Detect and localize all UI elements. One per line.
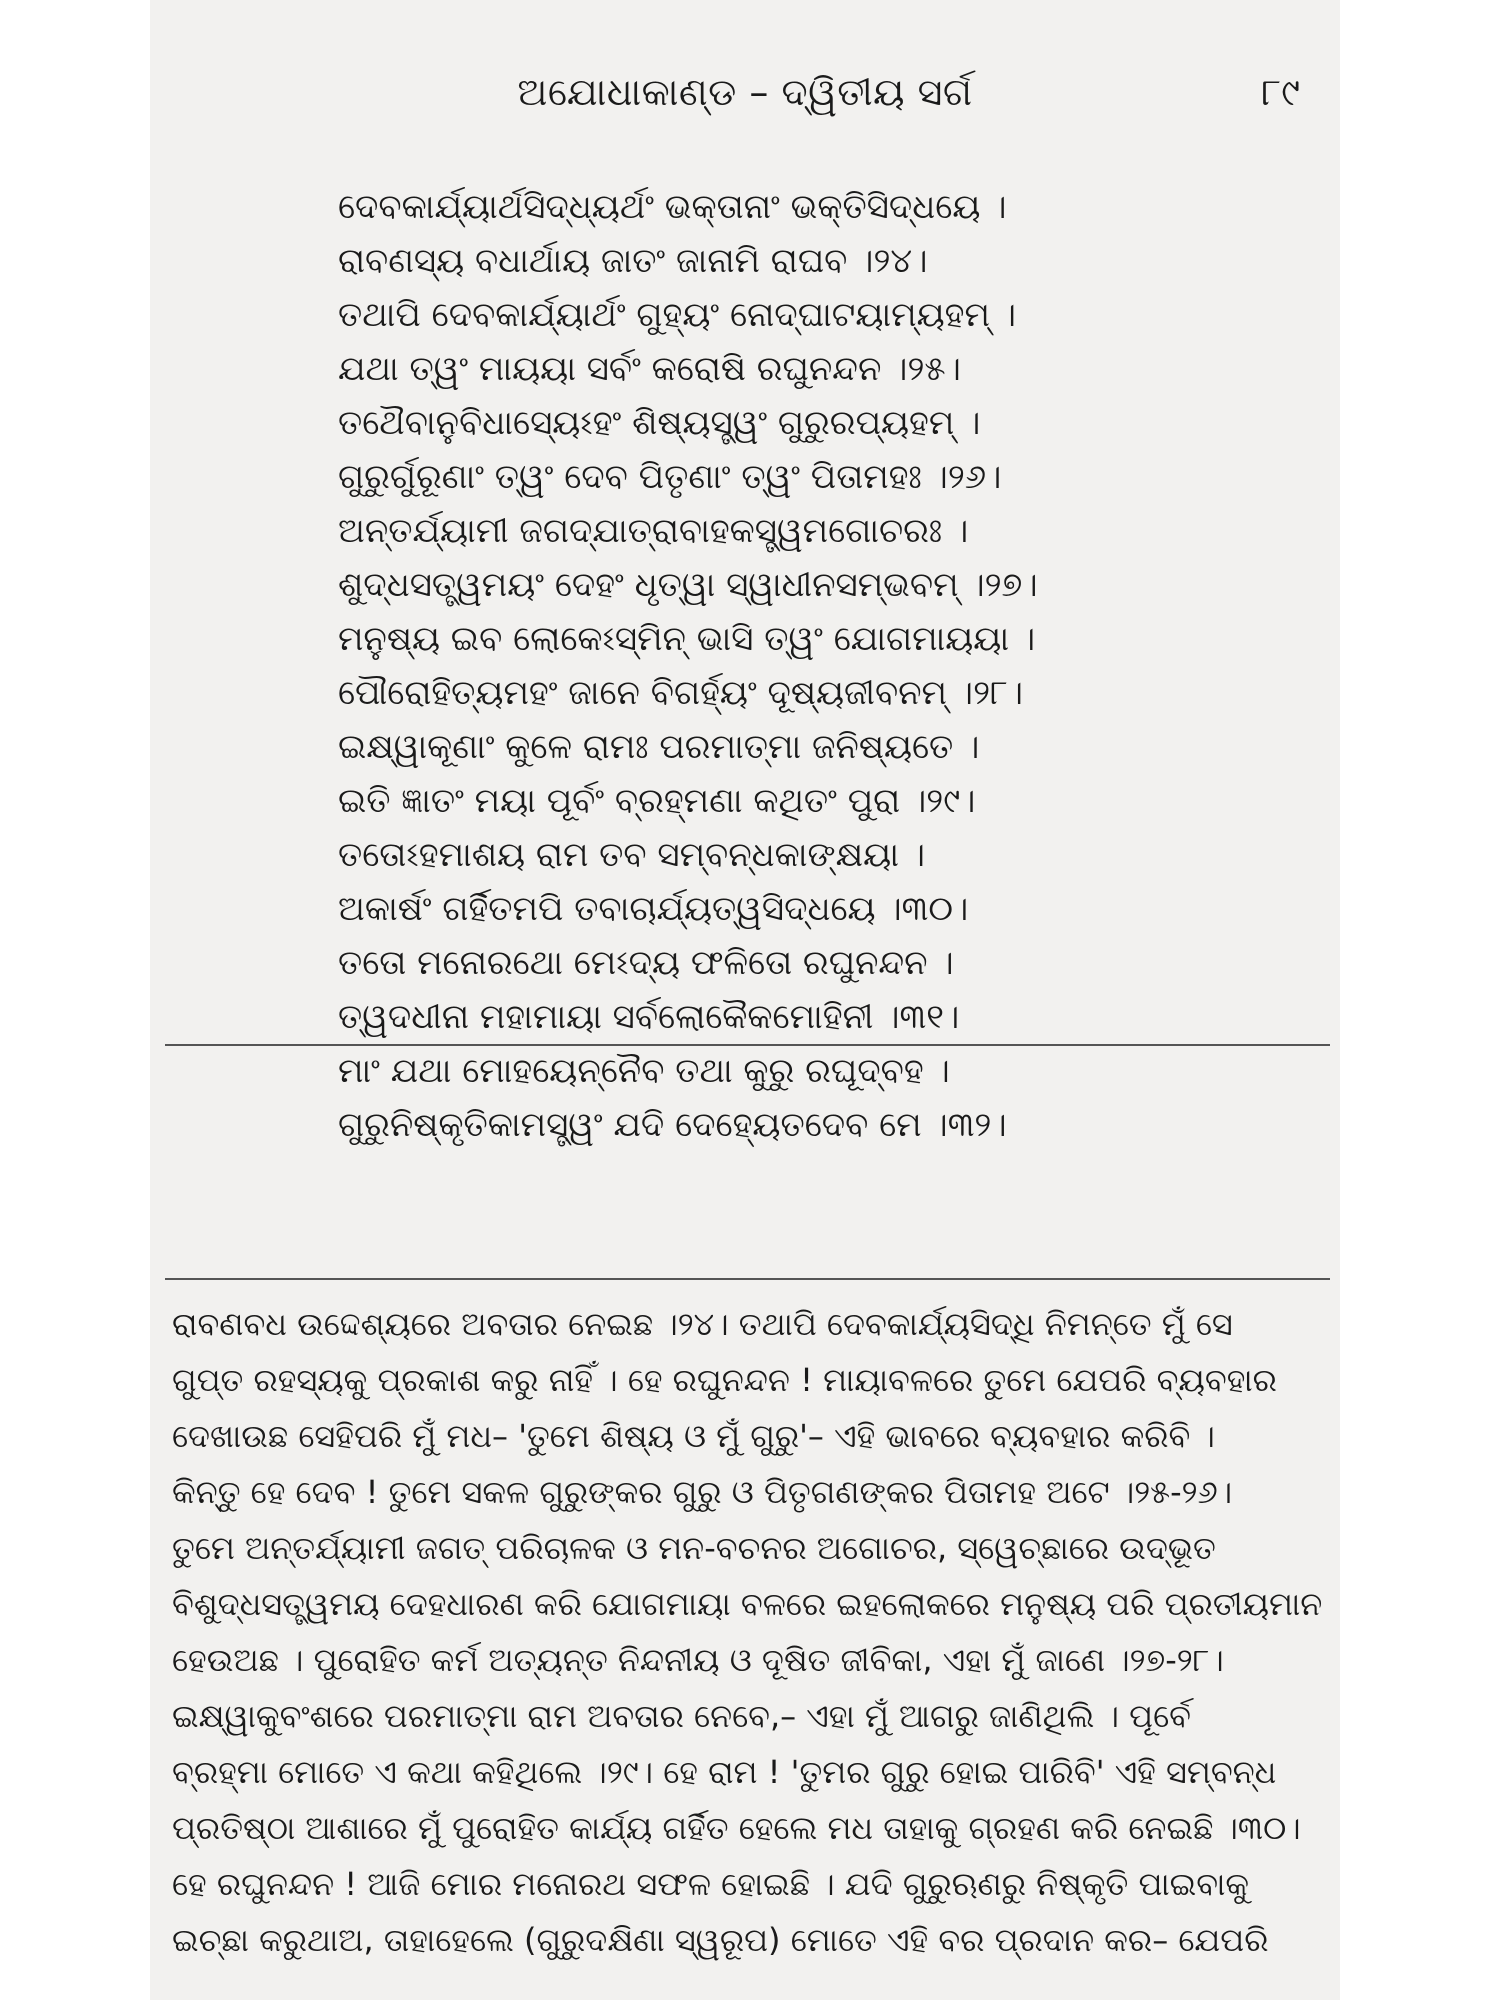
translation-line: ଦେଖାଉଛ ସେହିପରି ମୁଁ ମଧ– 'ତୁମେ ଶିଷ୍ୟ ଓ ମୁଁ ଗୁରୁ'– ଏହି ଭାବରେ ବ୍ୟବହାର କରିବି । bbox=[172, 1417, 1215, 1455]
odia-translation bbox=[172, 1296, 1322, 1968]
verse-line: ଇତି ଜ୍ଞାତଂ ମୟା ପୂର୍ବଂ ବ୍ରହ୍ମଣା କଥିତଂ ପୁରା ।୨୯। bbox=[338, 781, 976, 821]
translation-line: ରାବଣବଧ ଉଦ୍ଦେଶ୍ୟରେ ଅବତାର ନେଇଛ ।୨୪। ତଥାପି ଦେବକାର୍ଯ୍ୟସିଦ୍ଧି ନିମନ୍ତେ ମୁଁ ସେ bbox=[172, 1305, 1233, 1343]
page-number: ୮୯ bbox=[1261, 70, 1300, 114]
running-header bbox=[150, 62, 1340, 122]
divider-line bbox=[165, 1278, 1330, 1280]
translation-line: ଇକ୍ଷ୍ୱାକୁବଂଶରେ ପରମାତ୍ମା ରାମ ଅବତାର ନେବେ,– ଏହା ମୁଁ ଆଗରୁ ଜାଣିଥିଲି । ପୂର୍ବେ bbox=[172, 1697, 1191, 1735]
verse-line: ଗୁରୁନିଷ୍କୃତିକାମସ୍ତ୍ୱଂ ଯଦି ଦେହ୍ୟେତଦେବ ମେ ।୩୨। bbox=[338, 1105, 1007, 1145]
translation-line: ପ୍ରତିଷ୍ଠା ଆଶାରେ ମୁଁ ପୁରୋହିତ କାର୍ଯ୍ୟ ଗର୍ହିତ ହେଲେ ମଧ ତାହାକୁ ଗ୍ରହଣ କରି ନେଇଛି ।୩୦। bbox=[172, 1809, 1301, 1847]
verse-line: ରାବଣସ୍ୟ ବଧାର୍ଥାୟ ଜାତଂ ଜାନାମି ରାଘବ ।୨୪। bbox=[338, 241, 928, 281]
translation-line: ବିଶୁଦ୍ଧସତ୍ତ୍ୱମୟ ଦେହଧାରଣ କରି ଯୋଗମାୟା ବଳରେ ଇହଲୋକରେ ମନୁଷ୍ୟ ପରି ପ୍ରତୀୟମାନ bbox=[172, 1585, 1322, 1623]
translation-line: ହେ ରଘୁନନ୍ଦନ ! ଆଜି ମୋର ମନୋରଥ ସଫଳ ହୋଇଛି । ଯଦି ଗୁରୁଋଣରୁ ନିଷ୍କୃତି ପାଇବାକୁ bbox=[172, 1865, 1250, 1903]
divider-line bbox=[165, 1044, 1330, 1046]
verse-line: ଅକାର୍ଷଂ ଗର୍ହିତମପି ତବାଚାର୍ଯ୍ୟତ୍ୱସିଦ୍ଧୟେ ।୩୦। bbox=[338, 889, 969, 929]
verse-line: ପୌରୋହିତ୍ୟମହଂ ଜାନେ ବିଗର୍ହ୍ୟଂ ଦୂଷ୍ୟଜୀବନମ୍ ।୨୮। bbox=[338, 673, 1024, 713]
verse-line: ଶୁଦ୍ଧସତ୍ତ୍ୱମୟଂ ଦେହଂ ଧୃତ୍ୱା ସ୍ୱାଧୀନସମ୍ଭବମ୍ ।୨୭। bbox=[338, 565, 1038, 605]
verse-line: ତତୋ ମନୋରଥୋ ମେଽଦ୍ୟ ଫଳିତୋ ରଘୁନନ୍ଦନ । bbox=[338, 943, 954, 983]
translation-line: କିନ୍ତୁ ହେ ଦେବ ! ତୁମେ ସକଳ ଗୁରୁଙ୍କର ଗୁରୁ ଓ ପିତୃଗଣଙ୍କର ପିତାମହ ଅଟେ ।୨୫-୨୬। bbox=[172, 1473, 1233, 1511]
verse-line: ଯଥା ତ୍ୱଂ ମାୟୟା ସର୍ବଂ କରୋଷି ରଘୁନନ୍ଦନ ।୨୫। bbox=[338, 349, 961, 389]
verse-line: ଗୁରୁର୍ଗୁରୂଣାଂ ତ୍ୱଂ ଦେବ ପିତୃଣାଂ ତ୍ୱଂ ପିତାମହଃ ।୨୬। bbox=[338, 457, 1002, 497]
verse-line: ଇକ୍ଷ୍ୱାକୂଣାଂ କୁଳେ ରାମଃ ପରମାତ୍ମା ଜନିଷ୍ୟତେ । bbox=[338, 727, 980, 767]
translation-line: ତୁମେ ଅନ୍ତର୍ଯ୍ୟାମୀ ଜଗତ୍ ପରିଚାଳକ ଓ ମନ-ବଚନର ଅଗୋଚର, ସ୍ୱେଚ୍ଛାରେ ଉଦ୍ଭୂତ bbox=[172, 1529, 1216, 1567]
translation-line: ହେଉଅଛ । ପୁରୋହିତ କର୍ମ ଅତ୍ୟନ୍ତ ନିନ୍ଦନୀୟ ଓ ଦୂଷିତ ଜୀବିକା, ଏହା ମୁଁ ଜାଣେ ।୨୭-୨୮। bbox=[172, 1641, 1224, 1679]
verse-line: ତତୋଽହମାଶୟ ରାମ ତବ ସମ୍ବନ୍ଧକାଙ୍‌କ୍ଷୟା । bbox=[338, 835, 926, 875]
verse-line: ତଥାପି ଦେବକାର୍ଯ୍ୟାର୍ଥଂ ଗୁହ୍ୟଂ ନୋଦ୍‌ଘାଟୟାମ୍ୟହମ୍ । bbox=[338, 295, 1017, 335]
verse-line: ତ୍ୱଦଧୀନା ମହାମାୟା ସର୍ବଲୋକୈକମୋହିନୀ ।୩୧। bbox=[338, 997, 960, 1037]
translation-line: ବ୍ରହ୍ମା ମୋତେ ଏ କଥା କହିଥିଲେ ।୨୯। ହେ ରାମ ! 'ତୁମର ଗୁରୁ ହୋଇ ପାରିବି' ଏହି ସମ୍ବନ୍ଧ bbox=[172, 1753, 1277, 1791]
verse-line: ଅନ୍ତର୍ଯ୍ୟାମୀ ଜଗଦ୍‌ଯାତ୍ରାବାହକସ୍ତ୍ୱମଗୋଚରଃ । bbox=[338, 511, 969, 551]
verse-line: ତଥୈବାନୁବିଧାସ୍ୟେଽହଂ ଶିଷ୍ୟସ୍ତ୍ୱଂ ଗୁରୁରପ୍ୟହମ୍ । bbox=[338, 403, 981, 443]
translation-line: ଗୁପ୍ତ ରହସ୍ୟକୁ ପ୍ରକାଶ କରୁ ନାହିଁ । ହେ ରଘୁନନ୍ଦନ ! ମାୟାବଳରେ ତୁମେ ଯେପରି ବ୍ୟବହାର bbox=[172, 1361, 1277, 1399]
book-page bbox=[150, 0, 1340, 2000]
verse-line: ମାଂ ଯଥା ମୋହୟେନ୍ନୈବ ତଥା କୁରୁ ରଘୂଦ୍‌ବହ । bbox=[338, 1051, 950, 1091]
chapter-title: ଅଯୋଧାକାଣ୍ଡ – ଦ୍ୱିତୀୟ ସର୍ଗ bbox=[517, 70, 973, 114]
translation-line: ଇଚ୍ଛା କରୁଥାଅ, ତାହାହେଲେ (ଗୁରୁଦକ୍ଷିଣା ସ୍ୱରୂପ) ମୋତେ ଏହି ବର ପ୍ରଦାନ କର– ଯେପରି bbox=[172, 1921, 1269, 1959]
verse-line: ଦେବକାର୍ଯ୍ୟାର୍ଥସିଦ୍ଧ୍ୟର୍ଥଂ ଭକ୍ତାନାଂ ଭକ୍ତିସିଦ୍ଧୟେ । bbox=[338, 187, 1007, 227]
sanskrit-verses bbox=[338, 180, 1298, 1152]
verse-line: ମନୁଷ୍ୟ ଇବ ଲୋକେଽସ୍ମିନ୍ ଭାସି ତ୍ୱଂ ଯୋଗମାୟୟା । bbox=[338, 619, 1036, 659]
